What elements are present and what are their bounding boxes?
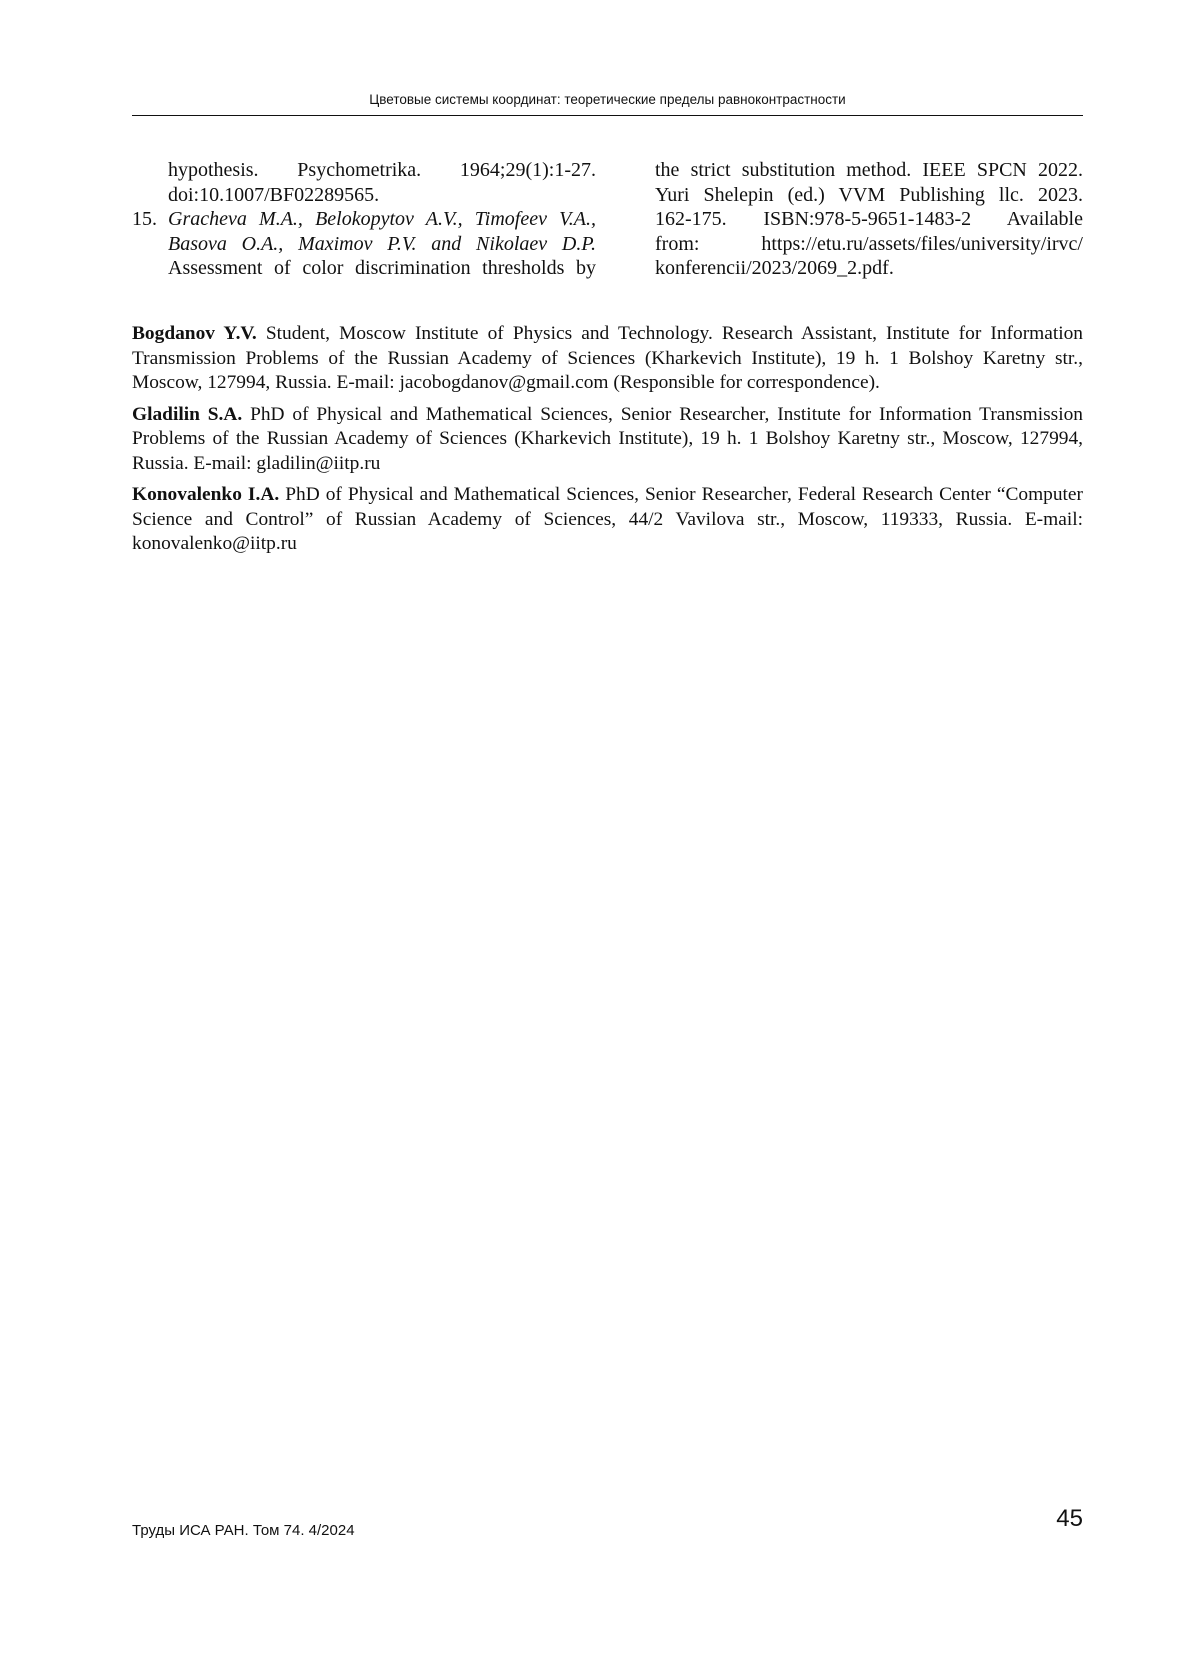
- author-name: Gladilin S.A.: [132, 403, 243, 425]
- references-left-column: [132, 158, 596, 281]
- author-information: [132, 322, 1083, 564]
- reference-text-line: the strict substitution method. IEEE SPCN 2022.: [655, 159, 1083, 181]
- author-entry: [132, 322, 1083, 396]
- reference-text-line: 162-175. ISBN:978-5-9651-1483-2 Available: [655, 208, 1083, 230]
- page-number: 45: [1056, 1505, 1083, 1532]
- author-bio: PhD of Physical and Mathematical Sciences, Senior Researcher, Federal Research Center “Computer Science and Control” of Russian Academy of Sciences, 44/2 Vavilova str., Moscow, 119333, Russia. E-mail: konovalenko@iitp.ru: [132, 484, 1083, 554]
- reference-14-continuation: [168, 158, 596, 207]
- reference-authors-line: Basova O.A., Maximov P.V. and Nikolaev D.P.: [168, 232, 596, 255]
- author-bio: PhD of Physical and Mathematical Sciences, Senior Researcher, Institute for Information Transmission Problems of the Russian Academy of Sciences (Kharkevich Institute), 19 h. 1 Bolshoy Karetny str., Moscow, 127994, Russia. E-mail: gladilin@iitp.ru: [132, 403, 1083, 474]
- running-title: Цветовые системы координат: теоретические пределы равноконтрастности: [369, 92, 846, 107]
- header-rule: [132, 115, 1083, 116]
- author-name: Bogdanov Y.V.: [132, 323, 257, 344]
- reference-url-line[interactable]: konferencii/2023/2069_2.pdf.: [655, 257, 894, 279]
- author-entry: [132, 483, 1083, 557]
- references-right-column: [655, 158, 1083, 281]
- reference-15: [132, 207, 596, 281]
- author-entry: [132, 403, 1083, 477]
- reference-number: 15.: [132, 208, 157, 230]
- reference-url-line[interactable]: from: https://etu.ru/assets/files/university/irvc/: [655, 232, 1083, 255]
- author-bio: Student, Moscow Institute of Physics and Technology. Research Assistant, Institute for Information Transmission Problems of the Russian Academy of Sciences (Kharkevich Institute), 19 h. 1 Bolshoy Karetny str., Moscow, 127994, Russia. E-mail: jacobogdanov@gmail.com (Responsible for correspondence).: [132, 323, 1084, 393]
- reference-text-line: hypothesis. Psychometrika. 1964;29(1):1-27.: [168, 159, 596, 181]
- author-name: Konovalenko I.A.: [132, 484, 280, 505]
- journal-footer: Труды ИСА РАН. Том 74. 4/2024: [132, 1522, 355, 1539]
- reference-doi: doi:10.1007/BF02289565.: [168, 183, 380, 206]
- reference-title-line: Assessment of color discrimination thresholds by: [168, 257, 596, 279]
- reference-text-line: Yuri Shelepin (ed.) VVM Publishing llc. 2023.: [655, 183, 1083, 206]
- reference-authors-line: Gracheva M.A., Belokopytov A.V., Timofeev V.A.,: [168, 208, 596, 230]
